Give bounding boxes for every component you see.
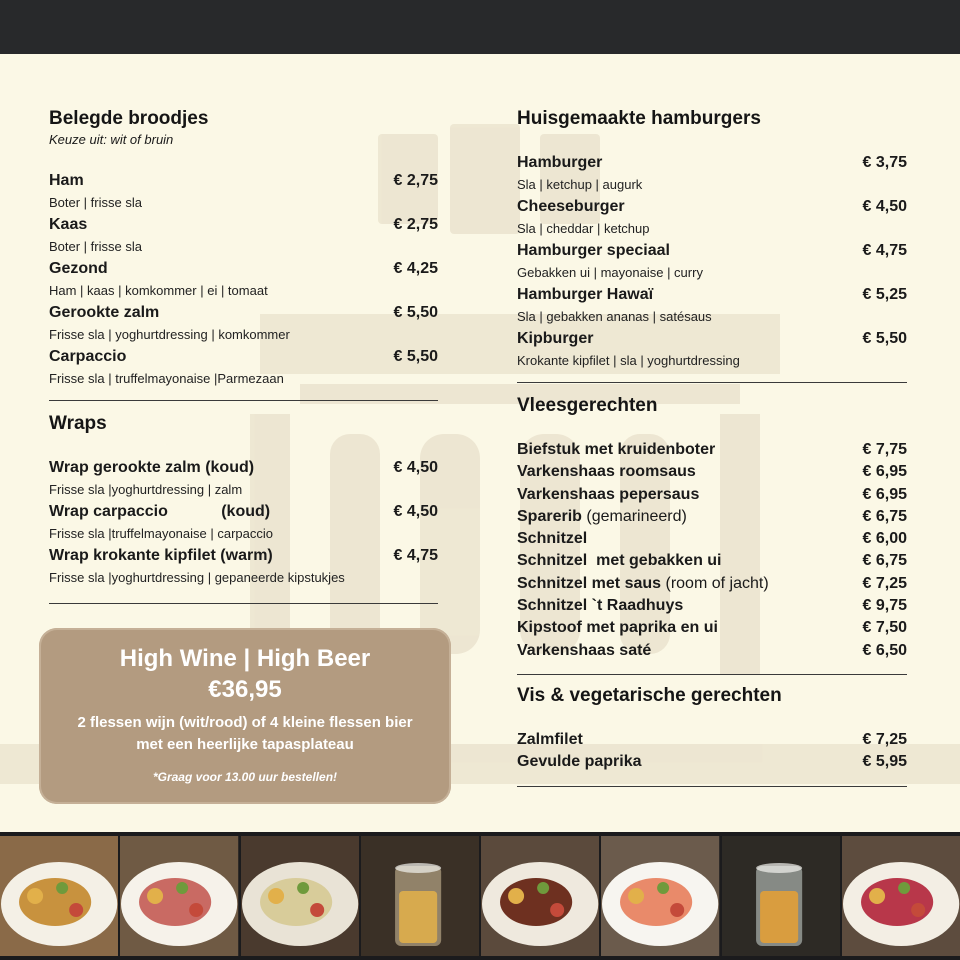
menu-item-name — [517, 729, 583, 751]
menu-item-name-text: Cheeseburger — [517, 198, 625, 215]
menu-item-name-text: Wrap gerookte zalm (koud) — [49, 459, 255, 476]
menu-item-name-text: Sparerib — [517, 507, 582, 525]
menu-item-price: € 4,75 — [393, 547, 438, 564]
menu-item-name-text: Kipstoof met paprika en ui — [517, 619, 718, 637]
menu-item-name — [517, 573, 769, 595]
menu-item-price: € 4,50 — [393, 503, 438, 520]
menu-item-name-text: Hamburger — [517, 154, 603, 171]
photo-spareribs-fries — [481, 836, 599, 956]
menu-item-price: € 3,75 — [862, 154, 907, 171]
menu-item-name-text: Hamburger speciaal — [517, 242, 670, 259]
menu-item-price: € 4,75 — [862, 242, 907, 259]
menu-item-name — [49, 302, 159, 324]
photo-strip — [0, 832, 960, 960]
divider — [517, 382, 907, 383]
right-column — [517, 108, 907, 787]
menu-item-name-text: Schnitzel met gebakken ui — [517, 552, 722, 570]
section-vis — [517, 685, 907, 787]
promo-price: €36,95 — [208, 676, 282, 703]
menu-item — [517, 484, 907, 506]
menu-item-price: € 4,50 — [393, 459, 438, 476]
menu-item-name — [517, 284, 653, 306]
menu-item-name-text: Schnitzel `t Raadhuys — [517, 597, 684, 615]
promo-title: High Wine | High Beer — [119, 645, 371, 672]
menu-item-name-text: Biefstuk met kruidenboter — [517, 441, 716, 458]
menu-item-name-text: Schnitzel — [517, 530, 588, 548]
menu-page — [0, 54, 960, 832]
menu-item-name — [49, 457, 254, 479]
section-broodjes — [49, 108, 438, 401]
left-column — [49, 108, 438, 604]
menu-item-price: € 2,75 — [393, 216, 438, 233]
promo-note: *Graag voor 13.00 uur bestellen! — [152, 770, 338, 784]
menu-item — [517, 751, 907, 773]
menu-item-name — [517, 240, 670, 262]
divider — [517, 786, 907, 787]
menu-item-name-text: Gerookte zalm — [49, 304, 160, 321]
menu-item-name-text: Zalmfilet — [517, 730, 583, 748]
menu-item — [517, 196, 907, 218]
menu-item — [49, 346, 438, 368]
menu-item-name — [49, 346, 126, 368]
menu-item-price: € 5,50 — [393, 304, 438, 321]
menu-item — [49, 170, 438, 192]
menu-item — [517, 328, 907, 350]
menu-item-name-text: Varkenshaas pepersaus — [517, 485, 700, 503]
section-vlees — [517, 395, 907, 675]
menu-item-name — [517, 506, 687, 528]
menu-item-name — [517, 461, 696, 483]
section-title-broodjes: Belegde broodjes — [49, 108, 209, 129]
menu-item-name — [49, 545, 273, 567]
menu-item — [517, 240, 907, 262]
menu-item-name — [49, 170, 84, 192]
promo-line-1: 2 flessen wijn (wit/rood) of 4 kleine flessen bier — [77, 714, 413, 731]
menu-item — [517, 461, 907, 483]
menu-item-name-text: Varkenshaas saté — [517, 641, 652, 659]
menu-item-name — [517, 439, 715, 461]
menu-item — [517, 550, 907, 572]
section-wraps — [49, 413, 438, 604]
divider — [517, 674, 907, 675]
photo-carpaccio-plate — [842, 836, 960, 956]
menu-item-name — [49, 258, 108, 280]
promo-line-2: met een heerlijke tapasplateau — [136, 736, 354, 753]
menu-item — [49, 501, 438, 523]
section-title-vlees: Vleesgerechten — [517, 395, 658, 416]
top-bar — [0, 0, 960, 54]
menu-item-name — [517, 751, 642, 773]
section-hamburgers — [517, 108, 907, 383]
menu-item-price: € 2,75 — [393, 172, 438, 189]
menu-item-name — [517, 595, 683, 617]
photo-carpaccio-salad — [120, 836, 238, 956]
menu-item-price: € 7,25 — [862, 730, 907, 748]
menu-item-name-text: Kipburger — [517, 330, 594, 347]
menu-item-note: (room of jacht) — [665, 574, 769, 592]
menu-item-price: € 5,25 — [862, 286, 907, 303]
menu-item-name-text: Kaas — [49, 216, 88, 233]
menu-item — [517, 573, 907, 595]
menu-item-price: € 9,75 — [862, 597, 907, 615]
menu-item-description: Frisse sla |truffelmayonaise | carpaccio — [49, 526, 273, 541]
menu-item — [517, 439, 907, 461]
section-title-wraps: Wraps — [49, 413, 107, 434]
menu-item-description: Ham | kaas | komkommer | ei | tomaat — [49, 283, 268, 298]
menu-item — [49, 457, 438, 479]
menu-item — [49, 214, 438, 236]
menu-item — [517, 506, 907, 528]
menu-item-description: Sla | cheddar | ketchup — [517, 221, 650, 236]
menu-item-name-text: Schnitzel met saus — [517, 574, 662, 592]
menu-item-name — [517, 196, 625, 218]
section-title-hamburgers: Huisgemaakte hamburgers — [517, 108, 761, 129]
high-wine-promo — [39, 628, 451, 804]
section-subtitle-broodjes: Keuze uit: wit of bruin — [49, 132, 174, 147]
vlees-list — [517, 439, 907, 662]
menu-item-name — [517, 550, 722, 572]
menu-item-name — [517, 484, 699, 506]
menu-item-description: Frisse sla | truffelmayonaise |Parmezaan — [49, 371, 284, 386]
menu-item-name-text: Hamburger Hawaï — [517, 286, 654, 303]
menu-item — [517, 284, 907, 306]
menu-item-description: Boter | frisse sla — [49, 195, 142, 210]
photo-tapas-plate — [241, 836, 359, 956]
menu-item — [517, 729, 907, 751]
menu-item-price: € 7,75 — [862, 441, 907, 458]
menu-item-description: Frisse sla |yoghurtdressing | gepaneerde kipstukjes — [49, 570, 345, 585]
menu-item-name-text: Carpaccio — [49, 348, 127, 365]
menu-item-description: Sla | gebakken ananas | satésaus — [517, 309, 712, 324]
menu-item-name-text: Wrap carpaccio (koud) — [49, 503, 271, 520]
menu-item-name — [517, 152, 602, 174]
menu-item — [517, 640, 907, 662]
menu-item-name-text: Gevulde paprika — [517, 753, 642, 771]
menu-item-description: Boter | frisse sla — [49, 239, 142, 254]
menu-item-price: € 6,95 — [862, 485, 907, 503]
menu-item — [49, 258, 438, 280]
broodjes-list — [49, 170, 438, 390]
menu-item-description: Gebakken ui | mayonaise | curry — [517, 265, 703, 280]
menu-item — [517, 528, 907, 550]
menu-item-note: (gemarineerd) — [586, 507, 687, 525]
photo-schnitzel-potatoes — [0, 836, 118, 956]
menu-item-name — [517, 328, 593, 350]
menu-item-name — [517, 640, 651, 662]
photo-cocktail-glass — [722, 836, 840, 956]
menu-item-name-text: Ham — [49, 172, 84, 189]
divider — [49, 603, 438, 604]
menu-item-name — [49, 214, 87, 236]
menu-item-price: € 6,95 — [862, 463, 907, 481]
menu-item-description: Frisse sla | yoghurtdressing | komkommer — [49, 327, 290, 342]
vis-list — [517, 729, 907, 774]
menu-item-name-text: Wrap krokante kipfilet (warm) — [49, 547, 273, 564]
menu-item-price: € 4,50 — [862, 198, 907, 215]
menu-item — [517, 617, 907, 639]
promo-description — [39, 712, 451, 756]
section-title-vis: Vis & vegetarische gerechten — [517, 684, 782, 706]
menu-item-price: € 6,75 — [862, 552, 907, 570]
wraps-list — [49, 457, 438, 589]
menu-item-price: € 4,25 — [393, 260, 438, 277]
menu-item-price: € 6,50 — [862, 641, 907, 659]
menu-item — [49, 302, 438, 324]
menu-item-description: Krokante kipfilet | sla | yoghurtdressing — [517, 353, 740, 368]
menu-item-description: Sla | ketchup | augurk — [517, 177, 643, 192]
menu-item-price: € 6,00 — [862, 530, 907, 548]
photo-beer-glass — [361, 836, 479, 956]
menu-item-name — [517, 617, 718, 639]
menu-item-price: € 7,25 — [862, 574, 907, 592]
menu-item-price: € 5,50 — [393, 348, 438, 365]
hamburgers-list — [517, 152, 907, 372]
menu-item-price: € 5,50 — [862, 330, 907, 347]
menu-item-description: Frisse sla |yoghurtdressing | zalm — [49, 482, 243, 497]
divider — [49, 400, 438, 401]
menu-item — [517, 152, 907, 174]
menu-item-name — [49, 501, 270, 523]
menu-item-price: € 6,75 — [862, 507, 907, 525]
menu-item — [49, 545, 438, 567]
menu-item — [517, 595, 907, 617]
menu-item-price: € 5,95 — [862, 753, 907, 771]
menu-item-name-text: Varkenshaas roomsaus — [517, 463, 696, 481]
menu-item-name — [517, 528, 587, 550]
menu-item-name-text: Gezond — [49, 260, 108, 277]
photo-salmon-dish — [601, 836, 719, 956]
menu-item-price: € 7,50 — [862, 619, 907, 637]
